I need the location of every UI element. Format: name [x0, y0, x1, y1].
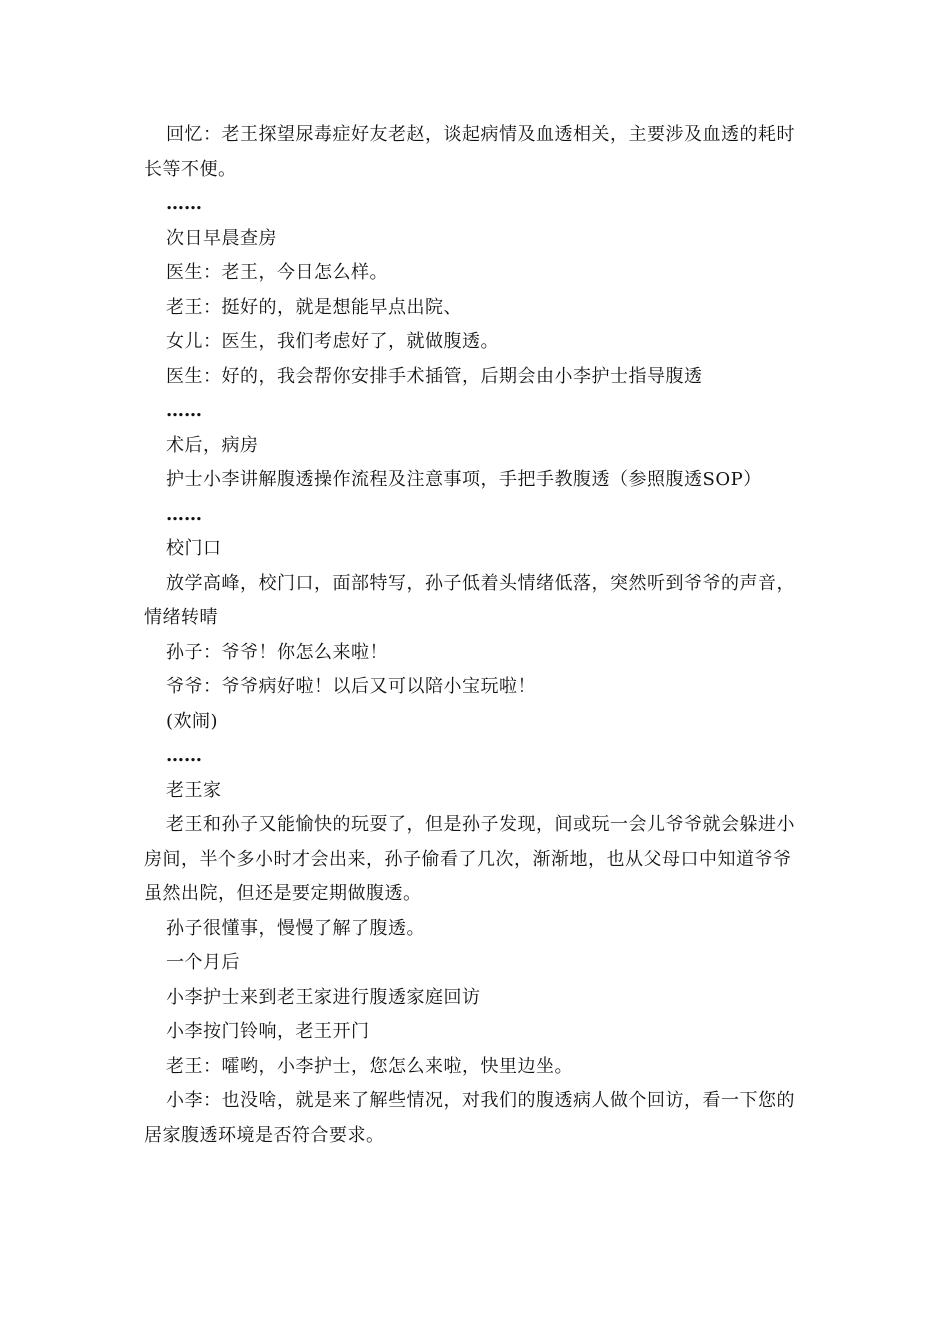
document-body	[144, 118, 808, 1153]
scene-break: ……	[166, 193, 202, 214]
dialogue-line: 老王：挺好的，就是想能早点出院、	[166, 296, 462, 318]
scene-heading: 老王家	[166, 779, 222, 801]
scene-heading: 术后，病房	[166, 434, 259, 456]
scene-break: ……	[166, 400, 202, 421]
scene-heading: 一个月后	[166, 952, 240, 973]
dialogue-line: 爷爷：爷爷病好啦！以后又可以陪小宝玩啦！	[166, 676, 536, 697]
scene-heading: 次日早晨查房	[166, 227, 277, 249]
narration-line: 孙子很懂事，慢慢了解了腹透。	[166, 917, 425, 939]
stage-direction: (欢闹)	[166, 710, 219, 732]
narration-line: 放学高峰，校门口，面部特写，孙子低着头情绪低落，突然听到爷爷的声音，情绪转晴	[144, 572, 795, 628]
scene-break: ……	[166, 503, 202, 525]
scene-heading: 校门口	[166, 538, 222, 559]
dialogue-line: 医生：老王，今日怎么样。	[166, 262, 388, 283]
dialogue-line: 孙子：爷爷！你怎么来啦！	[166, 641, 388, 663]
dialogue-line: 小李：也没啥，就是来了解些情况，对我们的腹透病人做个回访，看一下您的居家腹透环境是否符合要求。	[144, 1090, 795, 1146]
narration-line: 护士小李讲解腹透操作流程及注意事项，手把手教腹透（参照腹透SOP）	[166, 469, 762, 490]
narration-line: 小李护士来到老王家进行腹透家庭回访	[166, 986, 481, 1008]
dialogue-line: 女儿：医生，我们考虑好了，就做腹透。	[166, 331, 499, 352]
narration-line: 老王和孙子又能愉快的玩耍了，但是孙子发现，间或玩一会儿爷爷就会躲进小房间，半个多小时才会出来，孙子偷看了几次，渐渐地，也从父母口中知道爷爷虽然出院，但还是要定期做腹透。	[144, 814, 795, 904]
narration-line: 小李按门铃响，老王开门	[166, 1021, 370, 1042]
paragraph-recollection: 回忆：老王探望尿毒症好友老赵，谈起病情及血透相关，主要涉及血透的耗时长等不便。	[144, 124, 795, 180]
dialogue-line: 医生：好的，我会帮你安排手术插管，后期会由小李护士指导腹透	[166, 365, 703, 387]
scene-break: ……	[166, 745, 202, 766]
dialogue-line: 老王：嚯哟，小李护士，您怎么来啦，快里边坐。	[166, 1055, 573, 1077]
